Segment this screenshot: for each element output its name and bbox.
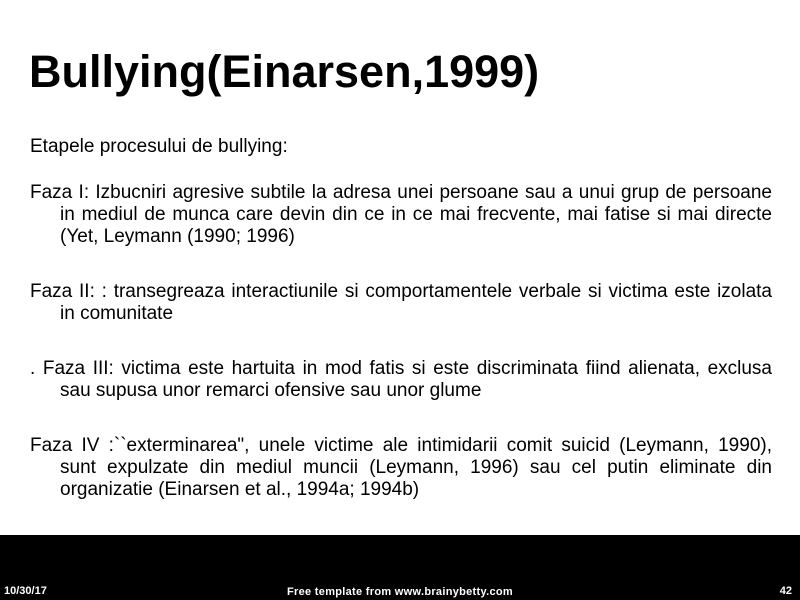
phase-4-text: Faza IV :``exterminarea", unele victime ale intimidarii comit suicid (Leymann, 1990), sunt expulzate din mediul muncii (Leymann, 1996) sau cel putin eliminate din organizatie (Einarsen et al., 1994a; 1994b) [30, 435, 772, 500]
footer-bar [0, 535, 800, 600]
footer-source-credit: Free template from www.brainybetty.com [287, 586, 513, 598]
slide-body [30, 136, 772, 534]
phase-3-text: . Faza III: victima este hartuita in mod fatis si este discriminata fiind alienata, exclusa sau supusa unor remarci ofensive sau unor glume [30, 358, 772, 401]
intro-text: Etapele procesului de bullying: [30, 136, 288, 157]
phase-2-text: Faza II: : transegreaza interactiunile si comportamentele verbale si victima este izolata in comunitate [30, 281, 772, 324]
footer-date: 10/30/17 [4, 585, 47, 597]
slide-title: Bullying(Einarsen,1999) [29, 46, 540, 97]
phase-1-text: Faza I: Izbucniri agresive subtile la adresa unei persoane sau a unui grup de persoane in mediul de munca care devin din ce in ce mai frecvente, mai fatise si mai directe (Yet, Leymann (1990; 1996) [30, 182, 772, 247]
page-number: 42 [779, 585, 792, 597]
